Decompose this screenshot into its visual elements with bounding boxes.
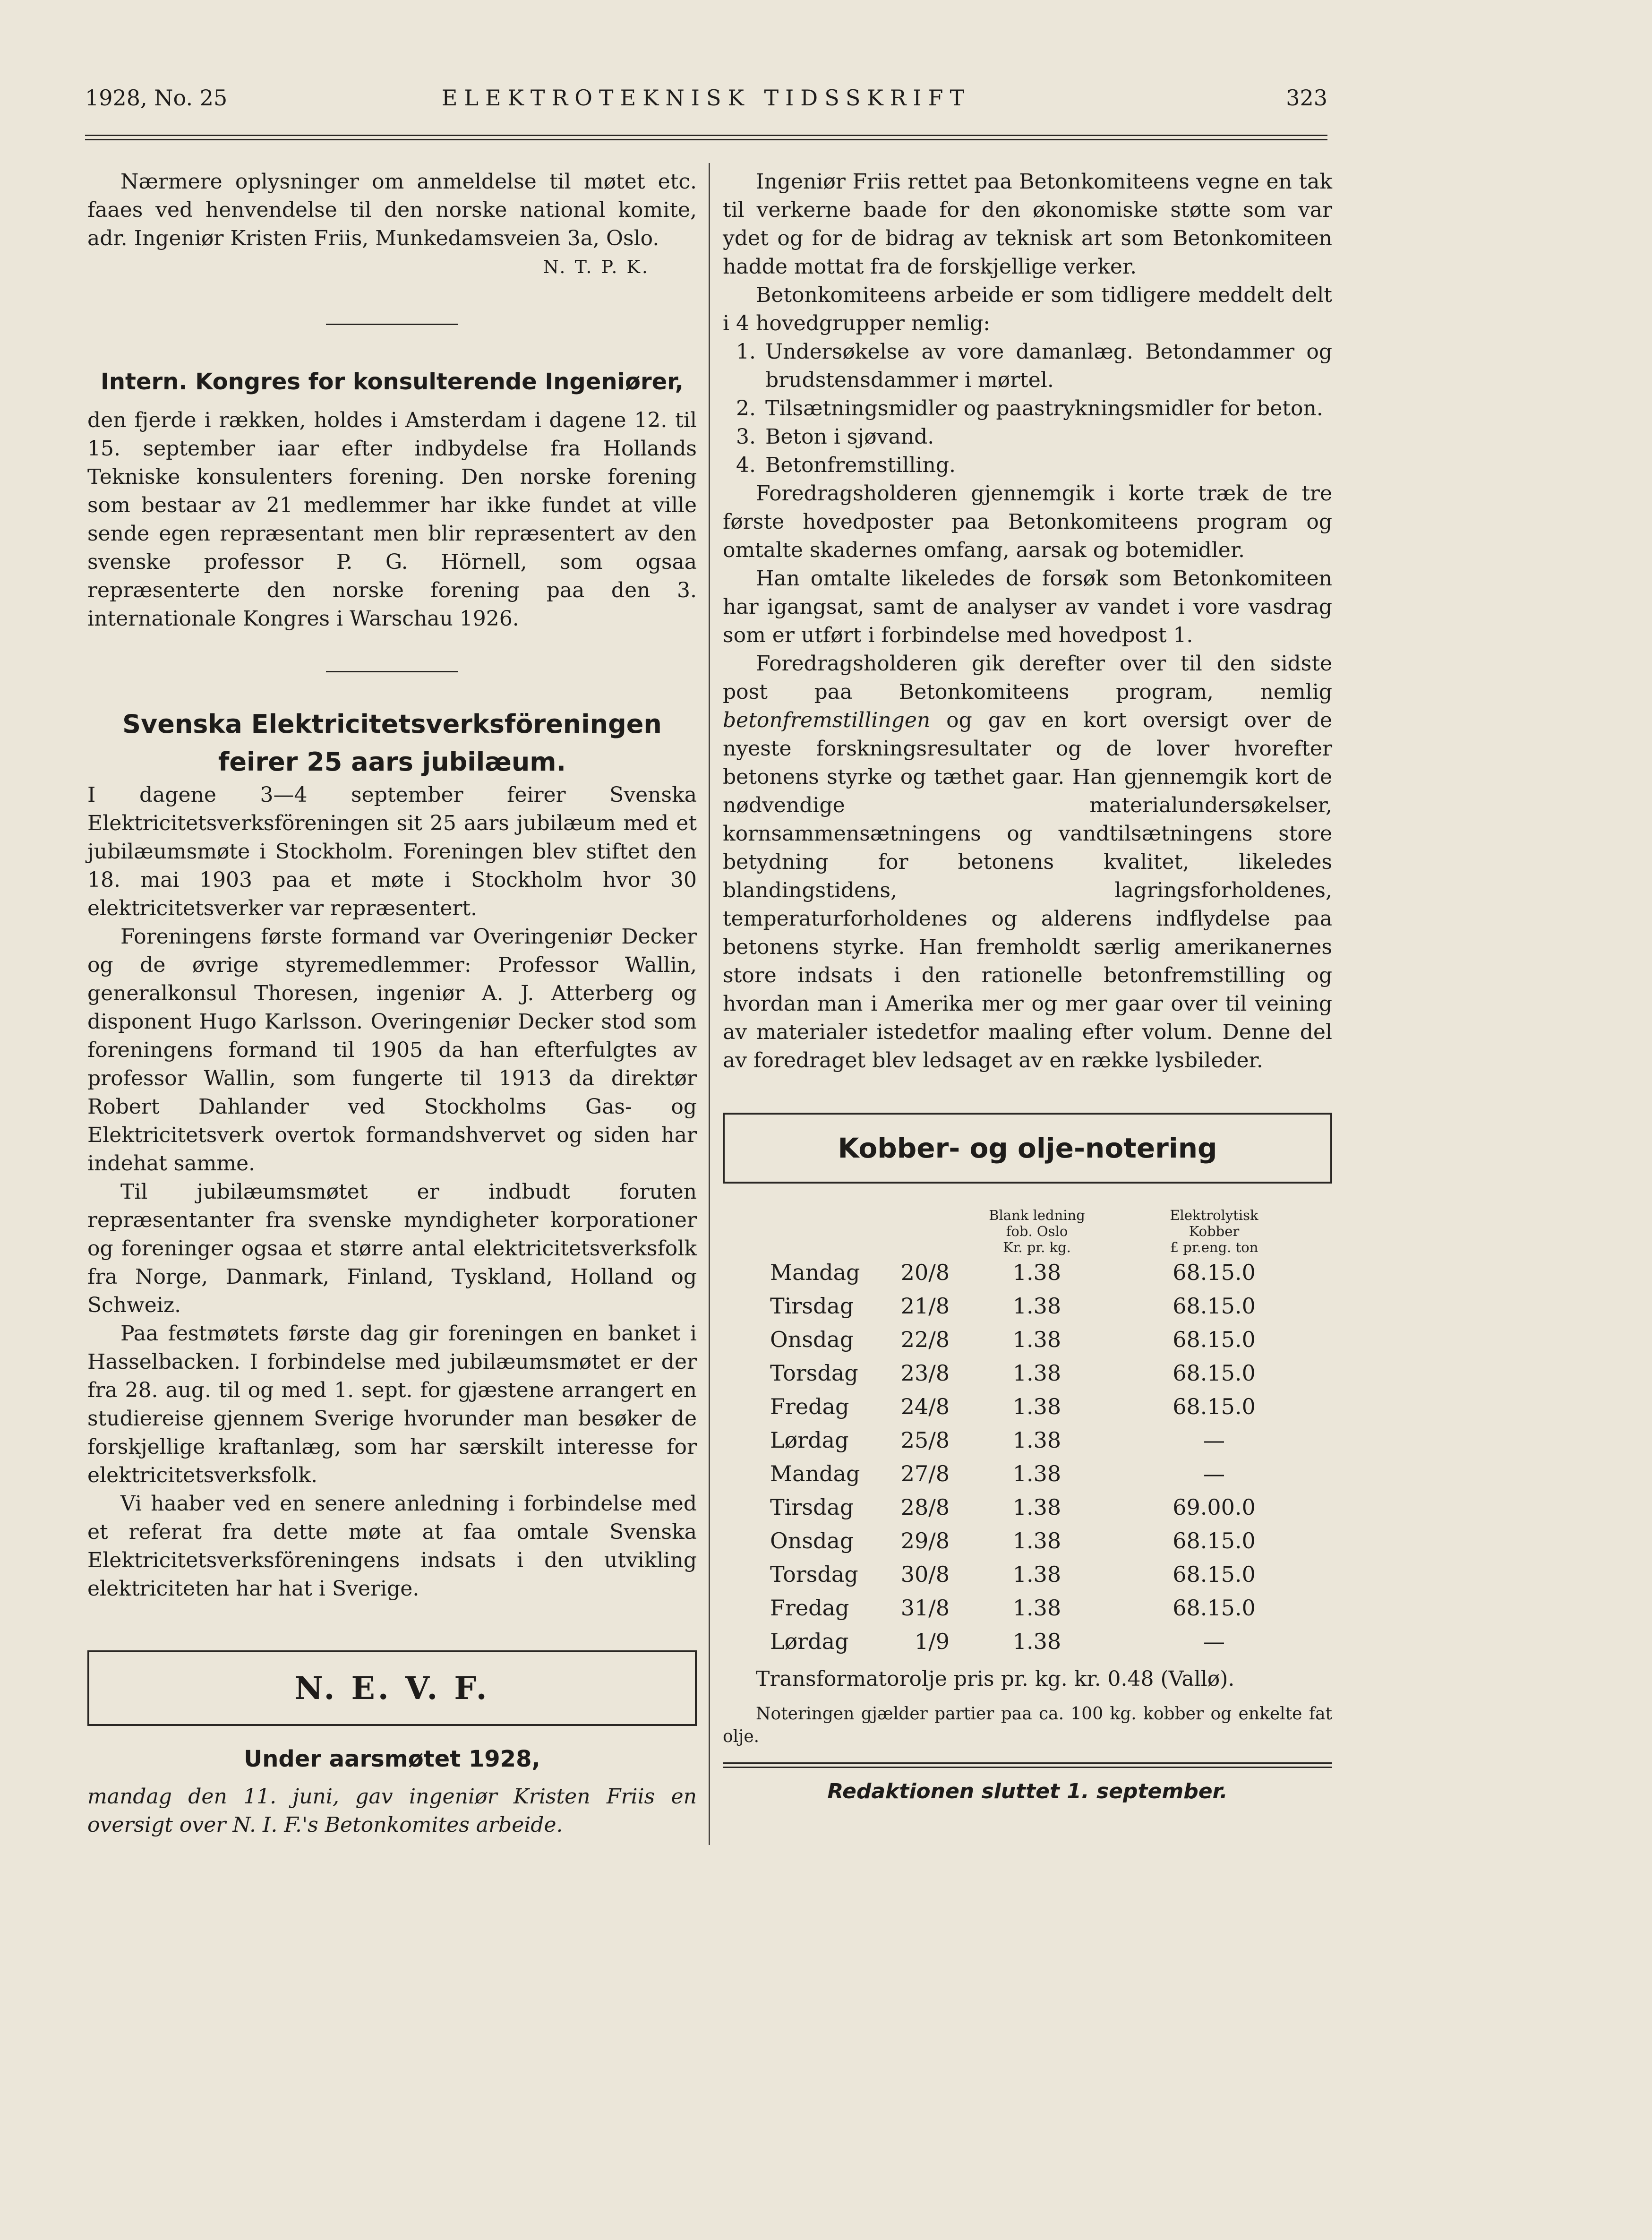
- row-date: 29/8: [900, 1528, 950, 1553]
- friis-paragraph-2: Betonkomiteens arbeide er som tidligere meddelt delt i 4 hovedgrupper nemlig:: [723, 283, 1332, 335]
- list-item: [723, 395, 1332, 423]
- row-day: Torsdag: [770, 1360, 858, 1386]
- closing-rule: [723, 1762, 1332, 1768]
- table-row: [770, 1423, 1304, 1457]
- row-day: Onsdag: [770, 1326, 854, 1352]
- price-table: [770, 1207, 1304, 1658]
- row-day: Tirsdag: [770, 1494, 854, 1520]
- hovedgrupper-list: [723, 338, 1332, 480]
- column-divider: [709, 163, 710, 1845]
- transformer-oil-price: Transformatorolje pris pr. kg. kr. 0.48 (Vallø).: [756, 1667, 1235, 1691]
- row-el: 68.15.0: [1173, 1259, 1256, 1285]
- p5-italic: betonfremstillingen: [723, 708, 931, 732]
- row-el: 69.00.0: [1173, 1494, 1256, 1520]
- column-header-blank: [950, 1207, 1124, 1255]
- svenska-heading-line2: feirer 25 aars jubilæum.: [218, 747, 566, 777]
- list-item: [723, 423, 1332, 451]
- row-date: 23/8: [900, 1360, 950, 1386]
- row-blank: 1.38: [1012, 1293, 1061, 1319]
- friis-paragraph-3: Foredragsholderen gjennemgik i korte træk de tre første hovedposter paa Betonkomiteens program og omtalte skadernes omfang, aarsak og botemidler.: [723, 481, 1332, 562]
- row-blank: 1.38: [1012, 1494, 1061, 1520]
- friis-paragraph-4: Han omtalte likeledes de forsøk som Betonkomiteen har igangsat, samt de analyser av vandet i vore vasdrag som er utført i forbindelse med hovedpost 1.: [723, 566, 1332, 647]
- row-el: —: [1203, 1628, 1225, 1654]
- row-day: Tirsdag: [770, 1293, 854, 1319]
- table-row: [770, 1490, 1304, 1524]
- kobber-title-box: [723, 1113, 1332, 1184]
- nevf-title: N. E. V. F.: [294, 1670, 490, 1707]
- row-day: Mandag: [770, 1259, 860, 1285]
- row-date: 20/8: [900, 1259, 950, 1285]
- row-el: 68.15.0: [1173, 1528, 1256, 1553]
- row-el: 68.15.0: [1173, 1595, 1256, 1621]
- table-row: [770, 1289, 1304, 1322]
- row-el: 68.15.0: [1173, 1393, 1256, 1419]
- kobber-title: Kobber- og olje-notering: [838, 1132, 1217, 1164]
- row-date: 1/9: [914, 1628, 950, 1654]
- svenska-paragraph-5: Vi haaber ved en senere anledning i forbindelse med et referat fra dette møte at faa omtale Svenska Elektricitetsverksföreningens indsats i den utvikling elektriciteten har hat i Sverige.: [87, 1492, 697, 1601]
- list-number: 3.: [736, 425, 756, 449]
- row-day: Lørdag: [770, 1427, 849, 1453]
- row-blank: 1.38: [1012, 1360, 1061, 1386]
- table-row: [770, 1457, 1304, 1490]
- row-day: Lørdag: [770, 1628, 849, 1654]
- svenska-paragraph-1: I dagene 3—4 september feirer Svenska Elektricitetsverksföreningen sit 25 aars jubilæum med et jubilæumsmøte i Stockholm. Foreningen blev stiftet den 18. mai 1903 paa et møte i Stockholm hvor 30 elektricitetsverker var repræsentert.: [87, 783, 697, 920]
- row-blank: 1.38: [1012, 1326, 1061, 1352]
- row-blank: 1.38: [1012, 1460, 1061, 1486]
- kongres-paragraph: den fjerde i rækken, holdes i Amsterdam i dagene 12. til 15. september iaar efter indbydelse fra Hollands Tekniske konsulenters forening. Den norske forening som bestaar av 21 medlemmer har ikke fundet at ville sende egen repræsentant men blir repræsentert av den svenske professor P. G. Hörnell, som ogsaa repræsenterte den norske forening paa den 3. internationale Kongres i Warschau 1926.: [87, 408, 697, 631]
- row-el: 68.15.0: [1173, 1326, 1256, 1352]
- list-number: 1.: [736, 340, 756, 364]
- list-number: 4.: [736, 453, 756, 477]
- row-blank: 1.38: [1012, 1595, 1061, 1621]
- friis-paragraph-1: Ingeniør Friis rettet paa Betonkomiteens vegne en tak til verkerne baade for den økonomiske støtte som var ydet og for de bidrag av teknisk art som Betonkomiteen hadde mottat fra de forskjellige verker.: [723, 170, 1332, 279]
- right-column: [723, 168, 1332, 1806]
- header-rule: [85, 135, 1327, 140]
- p5-text-a: Foredragsholderen gik derefter over til den sidste post paa Betonkomiteens program, nemlig: [723, 652, 1332, 704]
- header-blank-line1: Blank ledning: [989, 1207, 1085, 1223]
- row-el: 68.15.0: [1173, 1293, 1256, 1319]
- page-number: 323: [1286, 85, 1327, 111]
- intro-paragraph: Nærmere oplysninger om anmeldelse til møtet etc. faaes ved henvendelse til den norske national komite, adr. Ingeniør Kristen Friis, Munkedamsveien 3a, Oslo.: [87, 170, 697, 250]
- friis-paragraph-5: [723, 650, 1332, 1075]
- header-el-line3: £ pr.eng. ton: [1170, 1239, 1258, 1255]
- list-text: Undersøkelse av vore damanlæg. Betondammer og brudstensdammer i mørtel.: [765, 340, 1332, 392]
- svenska-paragraph-4: Paa festmøtets første dag gir foreningen en banket i Hasselbacken. I forbindelse med jubilæumsmøtet er der fra 28. aug. til og med 1. sept. for gjæstene arrangert en studiereise gjennem Sverige hvorunder man besøker de forskjellige kraftanlæg, som har særskilt interesse for elektricitetsverksfolk.: [87, 1322, 697, 1487]
- journal-title: ELEKTROTEKNISK TIDSSKRIFT: [441, 85, 971, 111]
- p5-text-b: og gav en kort oversigt over de nyeste forskningsresultater og de lover hvorefter betonens styrke og tæthet gaar. Han gjennemgik kort de nødvendige materialundersøkelser, kornsammensætningens og vandtilsætningens store betydning for betonens kvalitet, likeledes blandingstidens, lagringsforholdenes, temperaturforholdenes og alderens indflydelse paa betonens styrke. Han fremholdt særlig amerikanernes store indsats i den rationelle betonfremstilling og hvordan man i Amerika mer og mer gaar over til veining av materialer istedetfor maaling efter volum. Denne del av foredraget blev ledsaget av en række lysbileder.: [723, 708, 1332, 1073]
- issue-number: 1928, No. 25: [85, 85, 228, 111]
- row-day: Torsdag: [770, 1561, 858, 1587]
- table-row: [770, 1557, 1304, 1591]
- row-date: 24/8: [900, 1393, 950, 1419]
- header-blank-line3: Kr. pr. kg.: [1003, 1239, 1071, 1255]
- row-blank: 1.38: [1012, 1628, 1061, 1654]
- row-blank: 1.38: [1012, 1528, 1061, 1553]
- header-el-line1: Elektrolytisk: [1170, 1207, 1258, 1223]
- header-blank-line2: fob. Oslo: [1006, 1223, 1068, 1239]
- aarsmote-subheading: mandag den 11. juni, gav ingeniør Kristen Friis en oversigt over N. I. F.'s Betonkomites arbeide.: [87, 1785, 697, 1837]
- row-date: 30/8: [900, 1561, 950, 1587]
- running-header: [85, 85, 1327, 118]
- row-blank: 1.38: [1012, 1393, 1061, 1419]
- row-blank: 1.38: [1012, 1427, 1061, 1453]
- table-header-row: [770, 1207, 1304, 1255]
- table-row: [770, 1322, 1304, 1356]
- list-text: Beton i sjøvand.: [765, 425, 934, 449]
- row-el: 68.15.0: [1173, 1561, 1256, 1587]
- table-row: [770, 1591, 1304, 1624]
- row-day: Fredag: [770, 1393, 849, 1419]
- row-day: Mandag: [770, 1460, 860, 1486]
- row-date: 22/8: [900, 1326, 950, 1352]
- svenska-paragraph-3: Til jubilæumsmøtet er indbudt foruten repræsentanter fra svenske myndigheter korporationer og foreninger ogsaa et større antal elektricitetsverksfolk fra Norge, Danmark, Finland, Tyskland, Holland og Schweiz.: [87, 1180, 697, 1317]
- row-el: —: [1203, 1460, 1225, 1486]
- row-blank: 1.38: [1012, 1259, 1061, 1285]
- row-date: 28/8: [900, 1494, 950, 1520]
- svenska-heading-line1: Svenska Elektricitetsverksföreningen: [122, 709, 662, 739]
- table-row: [770, 1624, 1304, 1658]
- header-el-line2: Kobber: [1189, 1223, 1240, 1239]
- list-number: 2.: [736, 396, 756, 421]
- table-row: [770, 1356, 1304, 1390]
- kongres-heading: Intern. Kongres for konsulterende Ingeniører,: [100, 369, 684, 395]
- row-blank: 1.38: [1012, 1561, 1061, 1587]
- row-date: 31/8: [900, 1595, 950, 1621]
- row-el: —: [1203, 1427, 1225, 1453]
- aarsmote-heading: Under aarsmøtet 1928,: [244, 1746, 540, 1772]
- list-item: [723, 451, 1332, 480]
- table-row: [770, 1524, 1304, 1557]
- column-header-elektrolytisk: [1124, 1207, 1304, 1255]
- table-row: [770, 1255, 1304, 1289]
- table-row: [770, 1390, 1304, 1423]
- row-date: 25/8: [900, 1427, 950, 1453]
- nevf-title-box: [87, 1650, 697, 1726]
- list-text: Betonfremstilling.: [765, 453, 956, 477]
- row-day: Fredag: [770, 1595, 849, 1621]
- list-text: Tilsætningsmidler og paastrykningsmidler for beton.: [765, 396, 1323, 421]
- closing-note: Redaktionen sluttet 1. september.: [827, 1779, 1228, 1803]
- row-date: 21/8: [900, 1293, 950, 1319]
- intro-signature: N. T. P. K.: [543, 257, 650, 277]
- row-date: 27/8: [900, 1460, 950, 1486]
- left-column: [87, 168, 697, 1839]
- row-day: Onsdag: [770, 1528, 854, 1553]
- row-el: 68.15.0: [1173, 1360, 1256, 1386]
- list-item: [723, 338, 1332, 395]
- svenska-heading: [87, 705, 697, 781]
- svenska-paragraph-2: Foreningens første formand var Overingeniør Decker og de øvrige styremedlemmer: Professor Wallin, generalkonsul Thoresen, ingeniør A. J. Atterberg og disponent Hugo Karlsson. Overingeniør Decker stod som foreningens formand til 1905 da han efterfulgtes av professor Wallin, som fungerte til 1913 da direktør Robert Dahlander ved Stockholms Gas- og Elektricitetsverk overtok formandshvervet og siden har indehat samme.: [87, 925, 697, 1176]
- quote-note: Noteringen gjælder partier paa ca. 100 kg. kobber og enkelte fat olje.: [723, 1704, 1332, 1746]
